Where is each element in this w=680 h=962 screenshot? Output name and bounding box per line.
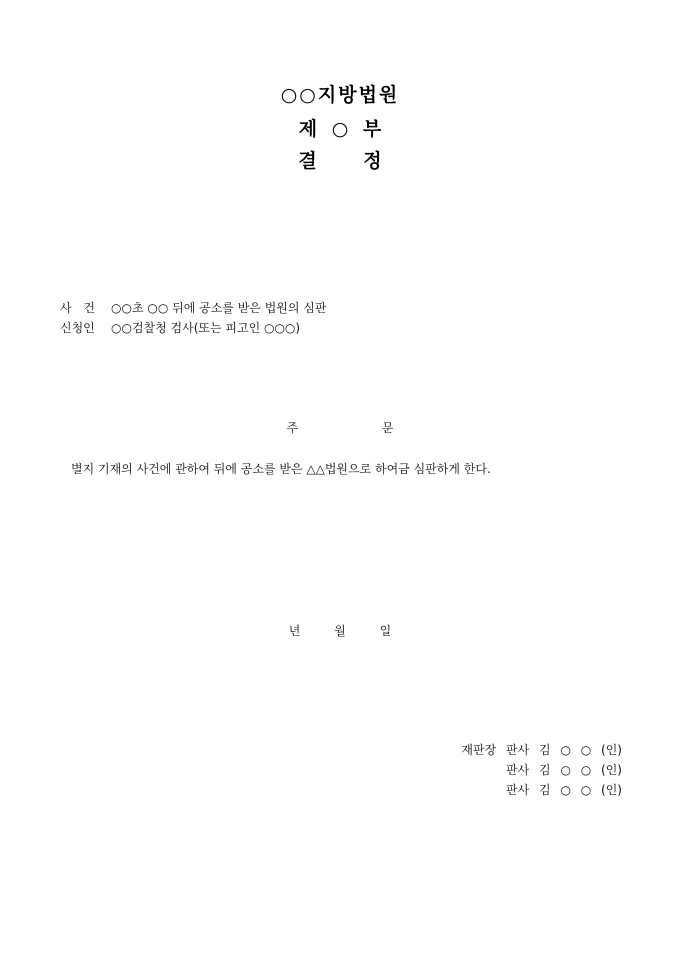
case-line	[60, 299, 326, 316]
applicant-label: 신청인	[60, 321, 95, 335]
judge-seal: (인)	[601, 763, 622, 777]
judge-name: 김 ○ ○	[539, 783, 592, 797]
applicant-line	[60, 319, 300, 336]
case-value: ○○초 ○○ 뒤에 공소를 받은 법원의 심판	[111, 301, 327, 315]
judge-role: 판사	[506, 763, 530, 777]
judge-name: 김 ○ ○	[539, 743, 592, 757]
document-type: 결 정	[298, 150, 382, 172]
order-body: 별지 기재의 사건에 관하여 뒤에 공소를 받은 △△법원으로 하여금 심판하게 한다.	[71, 462, 491, 476]
court-name: ○○지방법원	[280, 84, 400, 106]
case-label: 사 건	[60, 301, 95, 315]
judge-signature-line	[506, 781, 622, 798]
judge-seal: (인)	[601, 743, 622, 757]
date-line: 년 월 일	[288, 624, 392, 638]
judge-signature-line	[461, 741, 622, 758]
applicant-value: ○○검찰청 검사(또는 피고인 ○○○)	[111, 321, 301, 335]
judge-name: 김 ○ ○	[539, 763, 592, 777]
division-name: 제 ○ 부	[298, 118, 382, 140]
judge-seal: (인)	[601, 783, 622, 797]
judge-signature-line	[506, 761, 622, 778]
judge-role: 판사	[506, 783, 530, 797]
order-heading: 주 문	[286, 421, 394, 435]
judge-role: 재판장 판사	[461, 743, 530, 757]
